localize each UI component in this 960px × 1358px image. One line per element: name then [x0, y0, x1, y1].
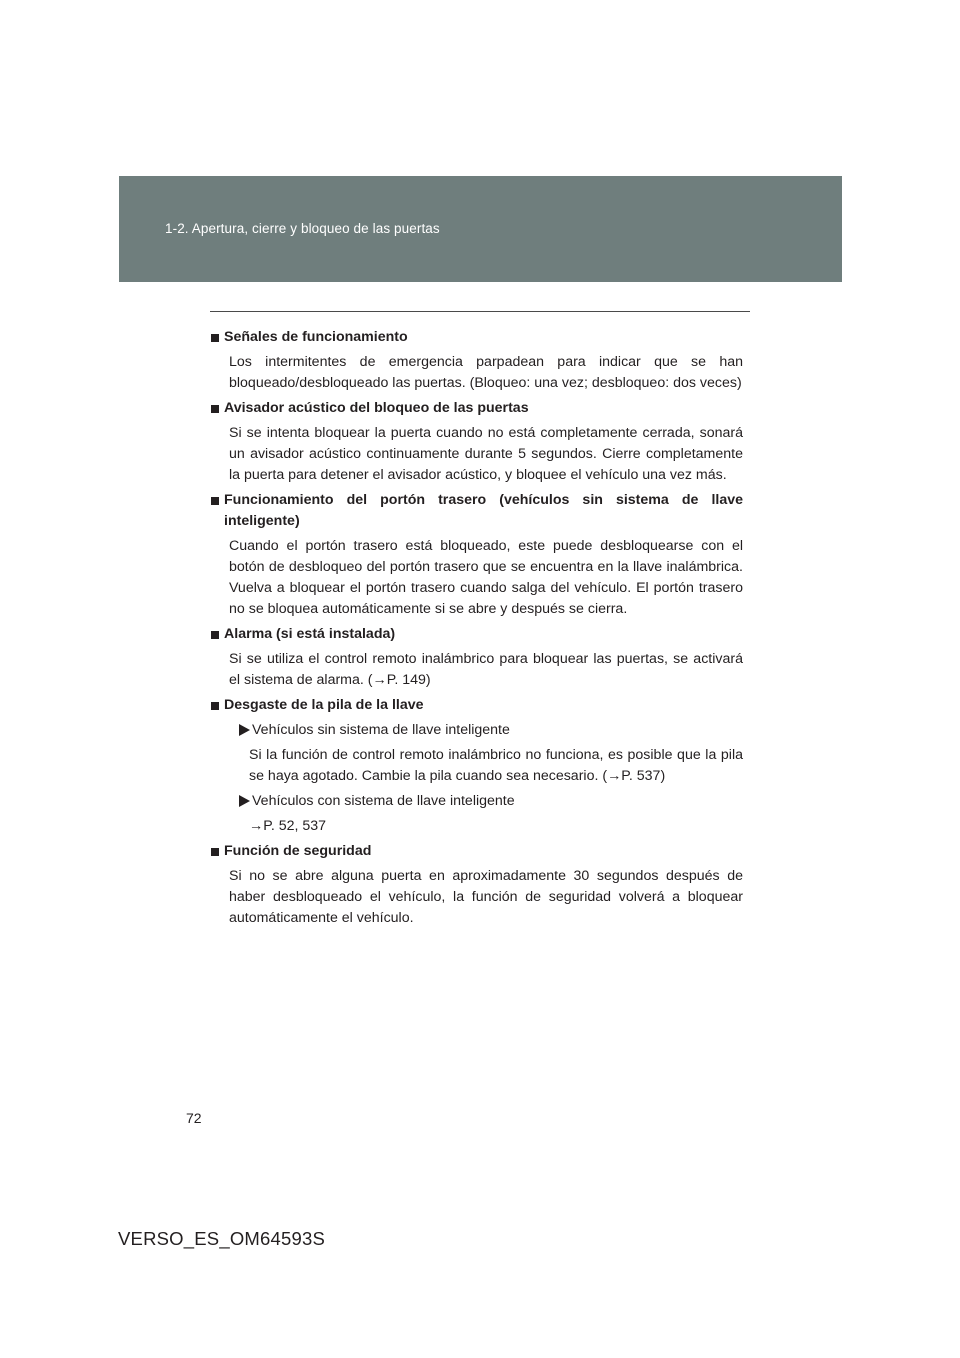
- header-divider: [210, 311, 750, 312]
- square-bullet-icon: [211, 631, 219, 639]
- section-text: Cuando el portón trasero está bloqueado, este puede desbloquearse con el botón de desbloqueo del portón trasero que se encuentra en la llave inalámbrica. Vuelva a bloquear el portón trasero cuando salga del vehículo. El portón trasero no se bloquea automáticamente si se abre y después se cierra.: [229, 538, 743, 617]
- section-heading: Alarma (si está instalada): [224, 626, 396, 642]
- triangle-bullet-icon: [239, 724, 250, 736]
- square-bullet-icon: [211, 497, 219, 505]
- triangle-bullet-icon: [239, 795, 250, 807]
- section-text: Si se intenta bloquear la puerta cuando no está completamente cerrada, sonará un avisador acústico continuamente durante 5 segundos. Cierre completamente la puerta para detener el avisador acústico, y bloquee el vehículo una vez más.: [229, 425, 743, 483]
- square-bullet-icon: [211, 405, 219, 413]
- section-alarm: [211, 624, 743, 691]
- section-text: Si no se abre alguna puerta en aproximadamente 30 segundos después de haber desbloqueado el vehículo, la función de seguridad volverá a bloquear automáticamente el vehículo.: [229, 868, 743, 926]
- page-number: 72: [186, 1110, 202, 1126]
- square-bullet-icon: [211, 848, 219, 856]
- document-code: VERSO_ES_OM64593S: [118, 1228, 326, 1249]
- subsection-heading: Vehículos con sistema de llave inteligente: [252, 793, 515, 809]
- section-lock-buzzer: [211, 398, 743, 486]
- section-heading: Desgaste de la pila de la llave: [224, 697, 424, 713]
- section-security: [211, 841, 743, 929]
- section-back-door: [211, 490, 743, 620]
- chapter-header-band: [119, 176, 842, 282]
- square-bullet-icon: [211, 334, 219, 342]
- page-content: [211, 327, 743, 933]
- section-text: Si se utiliza el control remoto inalámbrico para bloquear las puertas, se activará el sistema de alarma. (→P. 149): [229, 651, 743, 688]
- section-heading: Avisador acústico del bloqueo de las puertas: [224, 400, 529, 416]
- section-heading: Funcionamiento del portón trasero (vehículos sin sistema de llave inteligente): [224, 492, 743, 529]
- subsection-heading: Vehículos sin sistema de llave inteligente: [252, 722, 510, 738]
- chapter-title: 1-2. Apertura, cierre y bloqueo de las puertas: [165, 221, 440, 236]
- section-heading: Señales de funcionamiento: [224, 329, 408, 345]
- subsection-text: Si la función de control remoto inalámbrico no funciona, es posible que la pila se haya agotado. Cambie la pila cuando sea necesario. (→P. 537): [249, 747, 743, 784]
- square-bullet-icon: [211, 702, 219, 710]
- section-text: Los intermitentes de emergencia parpadean para indicar que se han bloqueado/desbloqueado las puertas. (Bloqueo: una vez; desbloqueo: dos veces): [229, 354, 743, 391]
- subsection-text: →P. 52, 537: [249, 818, 327, 834]
- section-heading: Función de seguridad: [224, 843, 372, 859]
- section-battery: [211, 695, 743, 837]
- section-signals: [211, 327, 743, 394]
